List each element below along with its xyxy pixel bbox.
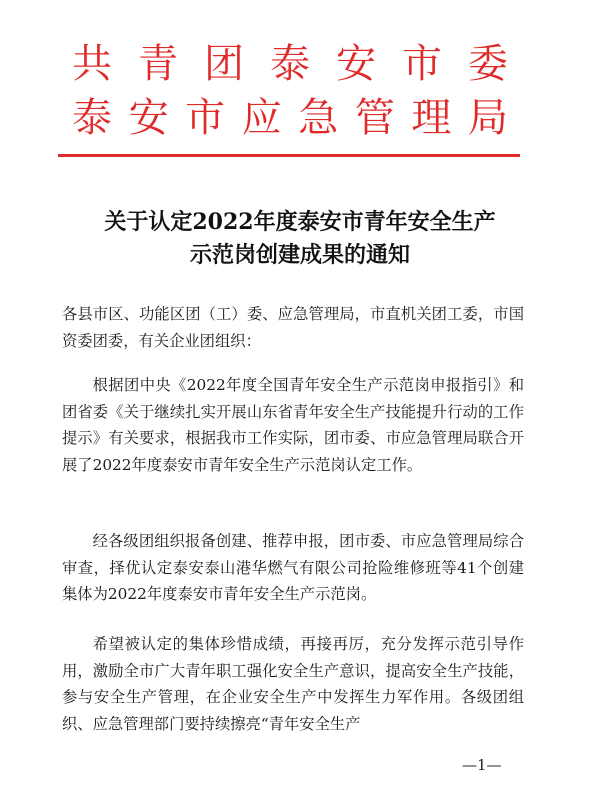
paragraph-expectation: 希望被认定的集体珍惜成绩，再接再厉，充分发挥示范引导作用，激励全市广大青年职工强化安全生产意识，提高安全生产技能，参与安全生产管理，在企业安全生产中发挥生力军作用。各级团组织、应急管理部门要持续擦亮“青年安全生产 xyxy=(62,635,524,733)
issuer-char: 应 xyxy=(241,95,282,141)
page-number: —1— xyxy=(462,756,502,774)
notice-title-line-1: 关于认定2022年度泰安市青年安全生产 xyxy=(104,209,496,235)
issuer-char: 市 xyxy=(402,41,442,87)
issuer-char: 局 xyxy=(467,95,508,141)
issuer-char: 泰 xyxy=(72,95,112,141)
issuer-char: 共 xyxy=(72,41,112,87)
salutation: 各县市区、功能区团（工）委、应急管理局，市直机关团工委，市国资委团委，有关企业团组织： xyxy=(62,305,524,350)
issuer-char: 泰 xyxy=(270,41,310,87)
notice-title-line-2: 示范岗创建成果的通知 xyxy=(189,242,410,268)
paragraph-result: 经各级团组织报备创建、推荐申报，团市委、市应急管理局综合审查，择优认定泰安泰山港华燃气有限公司抢险维修班等41个创建集体为2022年度泰安市青年安全生产示范岗。 xyxy=(62,532,524,603)
issuer-char: 管 xyxy=(354,95,395,141)
issuer-line-youth-league xyxy=(70,42,510,86)
issuer-char: 安 xyxy=(128,95,169,141)
issuer-char: 安 xyxy=(336,41,376,87)
issuer-char: 青 xyxy=(138,41,178,87)
issuer-char: 急 xyxy=(298,95,339,141)
paragraph-basis: 根据团中央《2022年度全国青年安全生产示范岗申报指引》和团省委《关于继续扎实开展山东省青年安全生产技能提升行动的工作提示》有关要求，根据我市工作实际，团市委、市应急管理局联合开展了2022年度泰安市青年安全生产示范岗认定工作。 xyxy=(62,376,524,474)
issuer-line-emergency-bureau xyxy=(70,96,510,140)
issuer-char: 市 xyxy=(185,95,226,141)
issuer-char: 理 xyxy=(411,95,452,141)
issuer-char: 委 xyxy=(468,41,508,87)
issuer-char: 团 xyxy=(204,41,244,87)
red-divider xyxy=(58,154,520,157)
